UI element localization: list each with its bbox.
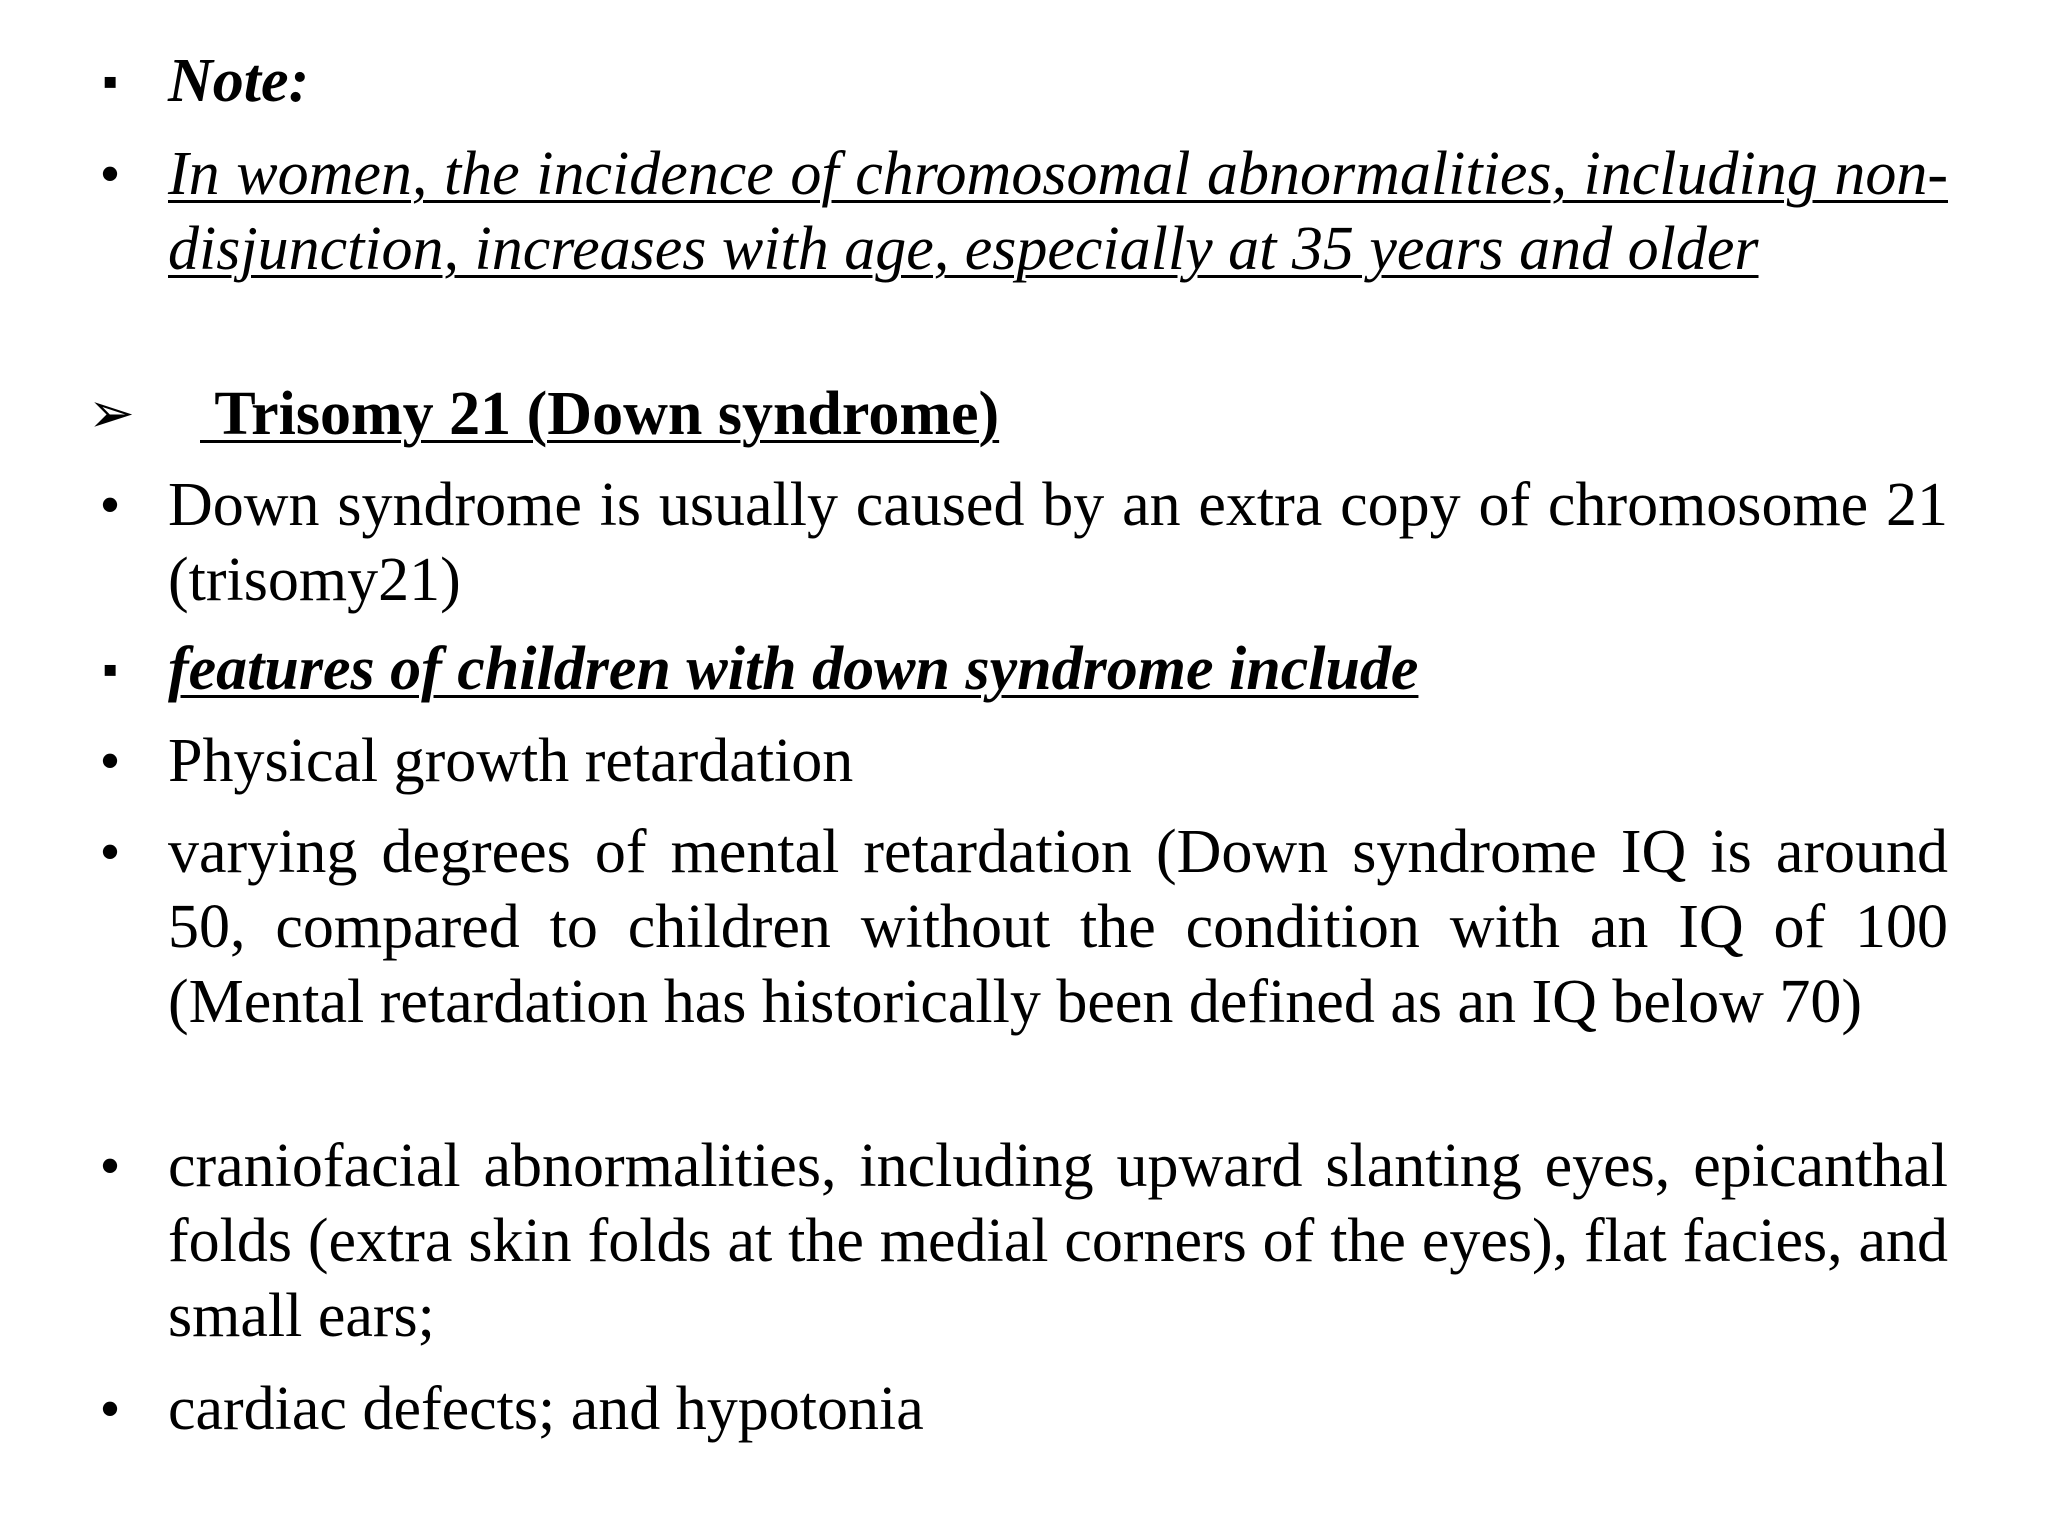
feature-text: Physical growth retardation: [168, 727, 854, 795]
trisomy-cause-text: Down syndrome is usually caused by an extra copy of chromosome 21 (trisomy21): [168, 471, 1948, 614]
square-bullet-icon: ▪: [102, 57, 118, 106]
dot-bullet-icon: •: [99, 819, 121, 885]
feature-text: cardiac defects; and hypotonia: [168, 1375, 924, 1443]
dot-bullet-icon: •: [99, 472, 121, 538]
feature-text: varying degrees of mental retardation (Down syndrome IQ is around 50, compared to children without the condition with an IQ of 100 (Mental retardation has historically been defined as an IQ below 70): [168, 818, 1948, 1036]
dot-bullet-icon: •: [99, 1376, 121, 1442]
square-bullet-icon: ▪: [102, 645, 118, 694]
features-heading: features of children with down syndrome include: [168, 635, 1419, 703]
dot-bullet-icon: •: [99, 141, 121, 207]
trisomy-heading: Trisomy 21 (Down syndrome): [200, 380, 1000, 448]
note-heading: Note:: [168, 47, 310, 115]
dot-bullet-icon: •: [99, 728, 121, 794]
feature-text: craniofacial abnormalities, including upward slanting eyes, epicanthal folds (extra skin folds at the medial corners of the eyes), flat facies, and small ears;: [168, 1132, 1948, 1350]
dot-bullet-icon: •: [99, 1133, 121, 1199]
arrow-bullet-icon: ➢: [88, 383, 135, 445]
note-text: In women, the incidence of chromosomal abnormalities, including non-disjunction, increases with age, especially at 35 years and older: [168, 140, 1948, 283]
